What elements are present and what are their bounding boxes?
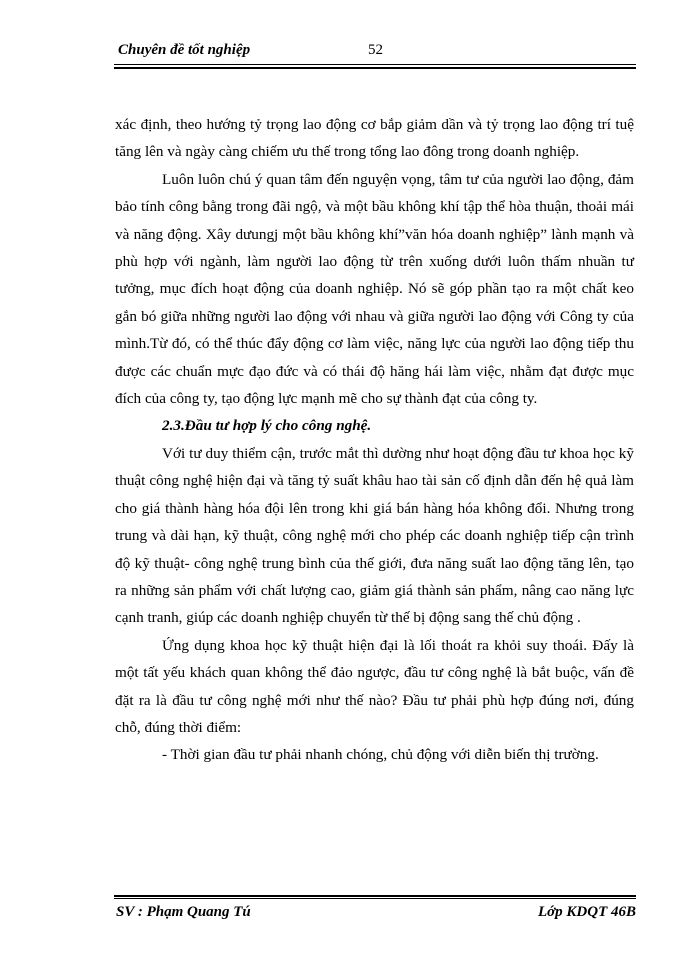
header-title: Chuyên đề tốt nghiệp — [118, 42, 251, 58]
paragraph: Ứng dụng khoa học kỹ thuật hiện đại là lối thoát ra khỏi suy thoái. Đấy là một tất yếu khách quan không thể đảo ngược, đầu tư công nghệ là bắt buộc, vấn đề đặt ra là đầu tư công nghệ mới như thế nào? Đầu tư phải phù hợp đúng nơi, đúng chỗ, đúng thời điểm: — [115, 636, 634, 736]
paragraph: Với tư duy thiểm cận, trước mắt thì dường như hoạt động đầu tư khoa học kỹ thuật công nghệ hiện đại và tăng tỷ suất khâu hao tài sản cố định dẫn đến hệ quả làm cho giá thành hàng hóa đội lên trong khi giá bán hàng hóa không đổi. Nhưng trong trung và dài hạn, kỹ thuật, công nghệ mới cho phép các doanh nghiệp tiếp cận trình độ kỹ thuật- công nghệ trung bình của thế giới, đưa năng suất lao động tăng lên, tạo ra những sản phẩm với chất lượng cao, giảm giá thành sản phẩm, nâng cao năng lực cạnh tranh, giúp các doanh nghiệp chuyển từ thế bị động sang thế chủ động . — [115, 444, 634, 627]
section-heading: 2.3.Đầu tư hợp lý cho công nghệ. — [162, 417, 372, 435]
header-rule-thick — [114, 67, 636, 69]
page-number: 52 — [368, 42, 383, 58]
paragraph: Luôn luôn chú ý quan tâm đến nguyện vọng, tâm tư của người lao động, đảm bảo tính công bằng trong đãi ngộ, và một bầu không khí tập thể hòa thuận, thoải mái và năng động. Xây dưungj một bầu không khí”văn hóa doanh nghiệp” lành mạnh và phù hợp với ngành, làm người lao động từ trên xuống dưới luôn thấm nhuần tư tưởng, mục đích hoạt động của doanh nghiệp. Nó sẽ góp phần tạo ra một chất keo gắn bó giữa những người lao động với nhau và giữa người lao động với Công ty của mình.Từ đó, có thể thúc đẩy động cơ làm việc, năng lực của người lao động tiếp thu được các chuẩn mực đạo đức và có thái độ hăng hái làm việc, nhằm đạt được mục đích của công ty, tạo động lực mạnh mẽ cho sự thành đạt của công ty. — [115, 170, 634, 408]
paragraph-continuation: xác định, theo hướng tỷ trọng lao động cơ bắp giảm dần và tỷ trọng lao động trí tuệ tăng lên và ngày càng chiếm ưu thế trong tổng lao đông trong doanh nghiệp. — [115, 116, 634, 161]
footer-rule-thick — [114, 895, 636, 897]
footer-student: SV : Phạm Quang Tú — [116, 904, 251, 920]
footer-rule — [114, 898, 636, 899]
page-header — [114, 38, 636, 64]
paragraph: - Thời gian đầu tư phải nhanh chóng, chủ động với diễn biến thị trường. — [162, 746, 599, 764]
page-footer — [114, 902, 636, 926]
header-rule — [114, 64, 636, 65]
body-text — [115, 111, 634, 769]
footer-class: Lớp KDQT 46B — [537, 904, 636, 920]
